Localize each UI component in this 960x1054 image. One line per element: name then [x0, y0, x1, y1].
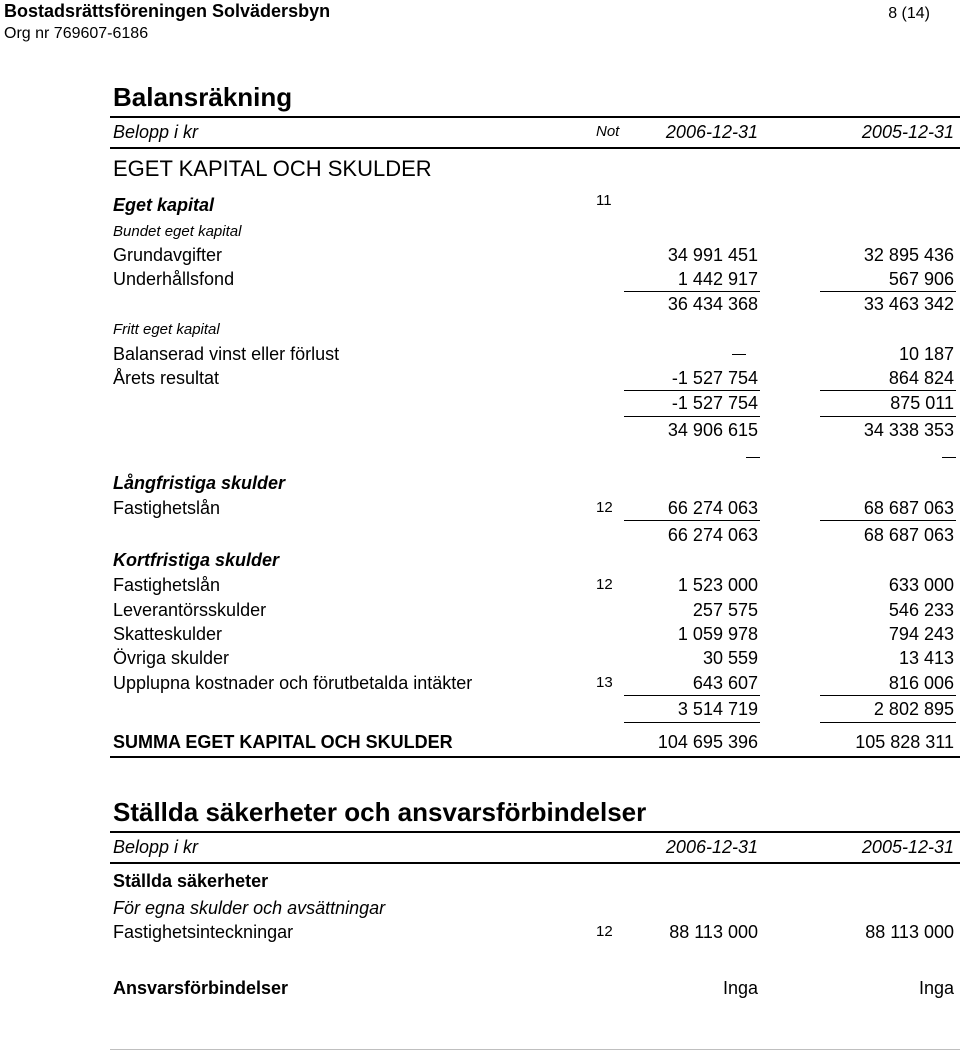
row-lf-fastighetslan: Fastighetslån 12 66 274 063 68 687 063: [113, 498, 954, 518]
footer-rule: [110, 1049, 960, 1050]
row-stallda-sakerheter: Ställda säkerheter: [113, 871, 269, 891]
subtotal-underline: [624, 722, 760, 723]
page-number: 8 (14): [888, 5, 930, 22]
section-heading: EGET KAPITAL OCH SKULDER: [113, 156, 432, 181]
unit-label: Belopp i kr: [113, 122, 199, 142]
row-bundet-subtotal: 36 434 368 33 463 342: [667, 294, 954, 314]
subtotal-underline: [820, 695, 956, 696]
title-rule: [110, 831, 960, 833]
year1-column-label: 2006-12-31: [665, 122, 758, 142]
row-ovriga-skulder: Övriga skulder 30 559 13 413: [113, 648, 954, 668]
total-underline: [624, 416, 760, 417]
subtotal-underline: [820, 722, 956, 723]
row-arets-resultat: Årets resultat -1 527 754 864 824: [113, 368, 954, 388]
row-upplupna-kostnader: Upplupna kostnader och förutbetalda intäkter 13 643 607 816 006: [113, 673, 954, 693]
subtotal-underline: [624, 520, 760, 521]
title-rule: [110, 116, 960, 118]
year2-column-label: 2005-12-31: [861, 837, 954, 857]
pledged-title: Ställda säkerheter och ansvarsförbindelser: [113, 797, 647, 827]
row-kf-fastighetslan: Fastighetslån 12 1 523 000 633 000: [113, 575, 954, 595]
dash-nil: [732, 354, 746, 355]
balance-sheet-title: Balansräkning: [113, 82, 293, 112]
row-summa-total: SUMMA EGET KAPITAL OCH SKULDER 104 695 396 105 828 311: [113, 732, 954, 752]
total-underline: [820, 416, 956, 417]
header-rule: [110, 862, 960, 864]
row-ansvarsforbindelser: Ansvarsförbindelser Inga Inga: [113, 978, 954, 998]
row-fritt-subtotal: -1 527 754 875 011: [671, 393, 954, 413]
row-for-egna-skulder: För egna skulder och avsättningar: [113, 898, 386, 918]
row-fastighetsinteckningar: Fastighetsinteckningar 12 88 113 000 88 113 000: [113, 922, 954, 942]
subtotal-underline: [820, 520, 956, 521]
row-underhallsfond: Underhållsfond 1 442 917 567 906: [113, 269, 954, 289]
dash-nil: [746, 457, 760, 458]
row-kf-subtotal: 3 514 719 2 802 895: [677, 699, 954, 719]
column-header-row: [113, 120, 958, 144]
row-leverantorsskulder: Leverantörsskulder 257 575 546 233: [113, 600, 954, 620]
dash-nil: [942, 457, 956, 458]
row-langfristiga-skulder: Långfristiga skulder: [113, 473, 286, 493]
row-grundavgifter: Grundavgifter 34 991 451 32 895 436: [113, 245, 954, 265]
row-kortfristiga-skulder: Kortfristiga skulder: [113, 550, 280, 570]
organization-name: Bostadsrättsföreningen Solvädersbyn: [4, 1, 331, 21]
row-lf-subtotal: 66 274 063 68 687 063: [667, 525, 954, 545]
column-header-row: [113, 835, 958, 859]
subtotal-underline: [624, 695, 760, 696]
row-skatteskulder: Skatteskulder 1 059 978 794 243: [113, 624, 954, 644]
year1-column-label: 2006-12-31: [665, 837, 758, 857]
row-bundet-eget-kapital: Bundet eget kapital: [113, 223, 242, 240]
total-rule: [110, 756, 960, 758]
row-balanserad-vinst: Balanserad vinst eller förlust 10 187: [113, 344, 954, 364]
organization-number: Org nr 769607-6186: [4, 25, 149, 42]
row-eget-kapital: Eget kapital 11: [113, 192, 612, 215]
row-eget-kapital-total: 34 906 615 34 338 353: [667, 420, 954, 440]
row-fritt-eget-kapital: Fritt eget kapital: [113, 321, 220, 338]
unit-label: Belopp i kr: [113, 837, 199, 857]
year2-column-label: 2005-12-31: [861, 122, 954, 142]
header-rule: [110, 147, 960, 149]
note-column-label: Not: [596, 123, 620, 140]
